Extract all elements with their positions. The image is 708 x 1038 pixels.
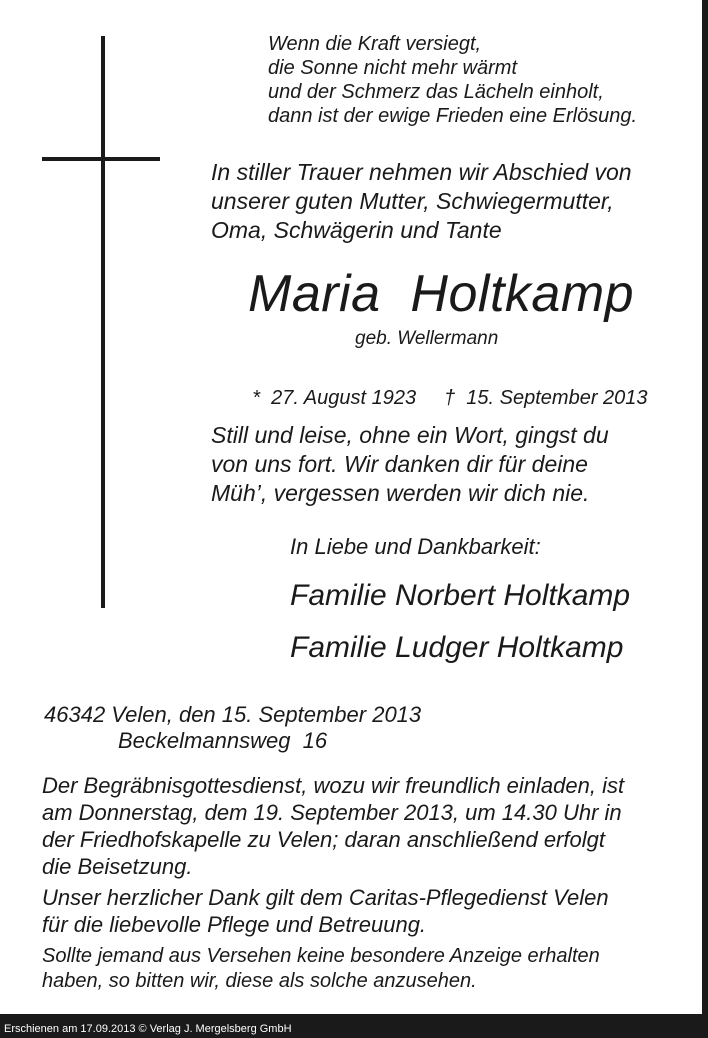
- street-address: Beckelmannsweg 16: [118, 728, 328, 753]
- thanks-line: für die liebevolle Pflege und Betreuung.: [42, 912, 427, 937]
- poem: [268, 32, 637, 128]
- deceased-name: Maria Holtkamp: [248, 265, 635, 323]
- family-name: Familie Ludger Holtkamp: [290, 631, 624, 664]
- intro-line: In stiller Trauer nehmen wir Abschied von: [211, 159, 632, 185]
- family-name: Familie Norbert Holtkamp: [290, 579, 631, 612]
- birth-date: * 27. August 1923: [252, 387, 417, 409]
- service-line: am Donnerstag, dem 19. September 2013, um 14.30 Uhr in: [42, 800, 622, 825]
- intro-line: unserer guten Mutter, Schwiegermutter,: [211, 188, 614, 214]
- note-line: Sollte jemand aus Versehen keine besondere Anzeige erhalten: [42, 945, 600, 967]
- funeral-service-text: [42, 772, 668, 880]
- note-line: haben, so bitten wir, diese als solche anzusehen.: [42, 970, 477, 992]
- thanks-text: [42, 884, 668, 938]
- verse-line: Müh’, vergessen werden wir dich nie.: [211, 480, 590, 506]
- cross-icon-bar: [42, 157, 160, 161]
- verse-line: Still und leise, ohne ein Wort, gingst du: [211, 422, 609, 448]
- notice-remark: [42, 944, 668, 994]
- service-line: Der Begräbnisgottesdienst, wozu wir freundlich einladen, ist: [42, 773, 625, 798]
- gratitude-line: In Liebe und Dankbarkeit:: [290, 534, 541, 559]
- poem-line: und der Schmerz das Lächeln einholt,: [268, 81, 604, 103]
- intro-line: Oma, Schwägerin und Tante: [211, 217, 502, 243]
- verse-text: [211, 421, 666, 508]
- verse-line: von uns fort. Wir danken dir für deine: [211, 451, 588, 477]
- thanks-line: Unser herzlicher Dank gilt dem Caritas-Pflegedienst Velen: [42, 885, 609, 910]
- poem-line: Wenn die Kraft versiegt,: [268, 33, 482, 55]
- place-date: 46342 Velen, den 15. September 2013: [44, 702, 422, 727]
- poem-line: dann ist der ewige Frieden eine Erlösung.: [268, 105, 638, 127]
- service-line: der Friedhofskapelle zu Velen; daran anschließend erfolgt: [42, 827, 605, 852]
- publication-footer: Erschienen am 17.09.2013 © Verlag J. Mergelsberg GmbH: [0, 1020, 708, 1038]
- intro-text: [211, 158, 666, 245]
- cross-icon: [101, 36, 105, 608]
- service-line: die Beisetzung.: [42, 854, 193, 879]
- poem-line: die Sonne nicht mehr wärmt: [268, 57, 518, 79]
- death-date: † 15. September 2013: [444, 387, 648, 409]
- birth-name: geb. Wellermann: [355, 328, 499, 349]
